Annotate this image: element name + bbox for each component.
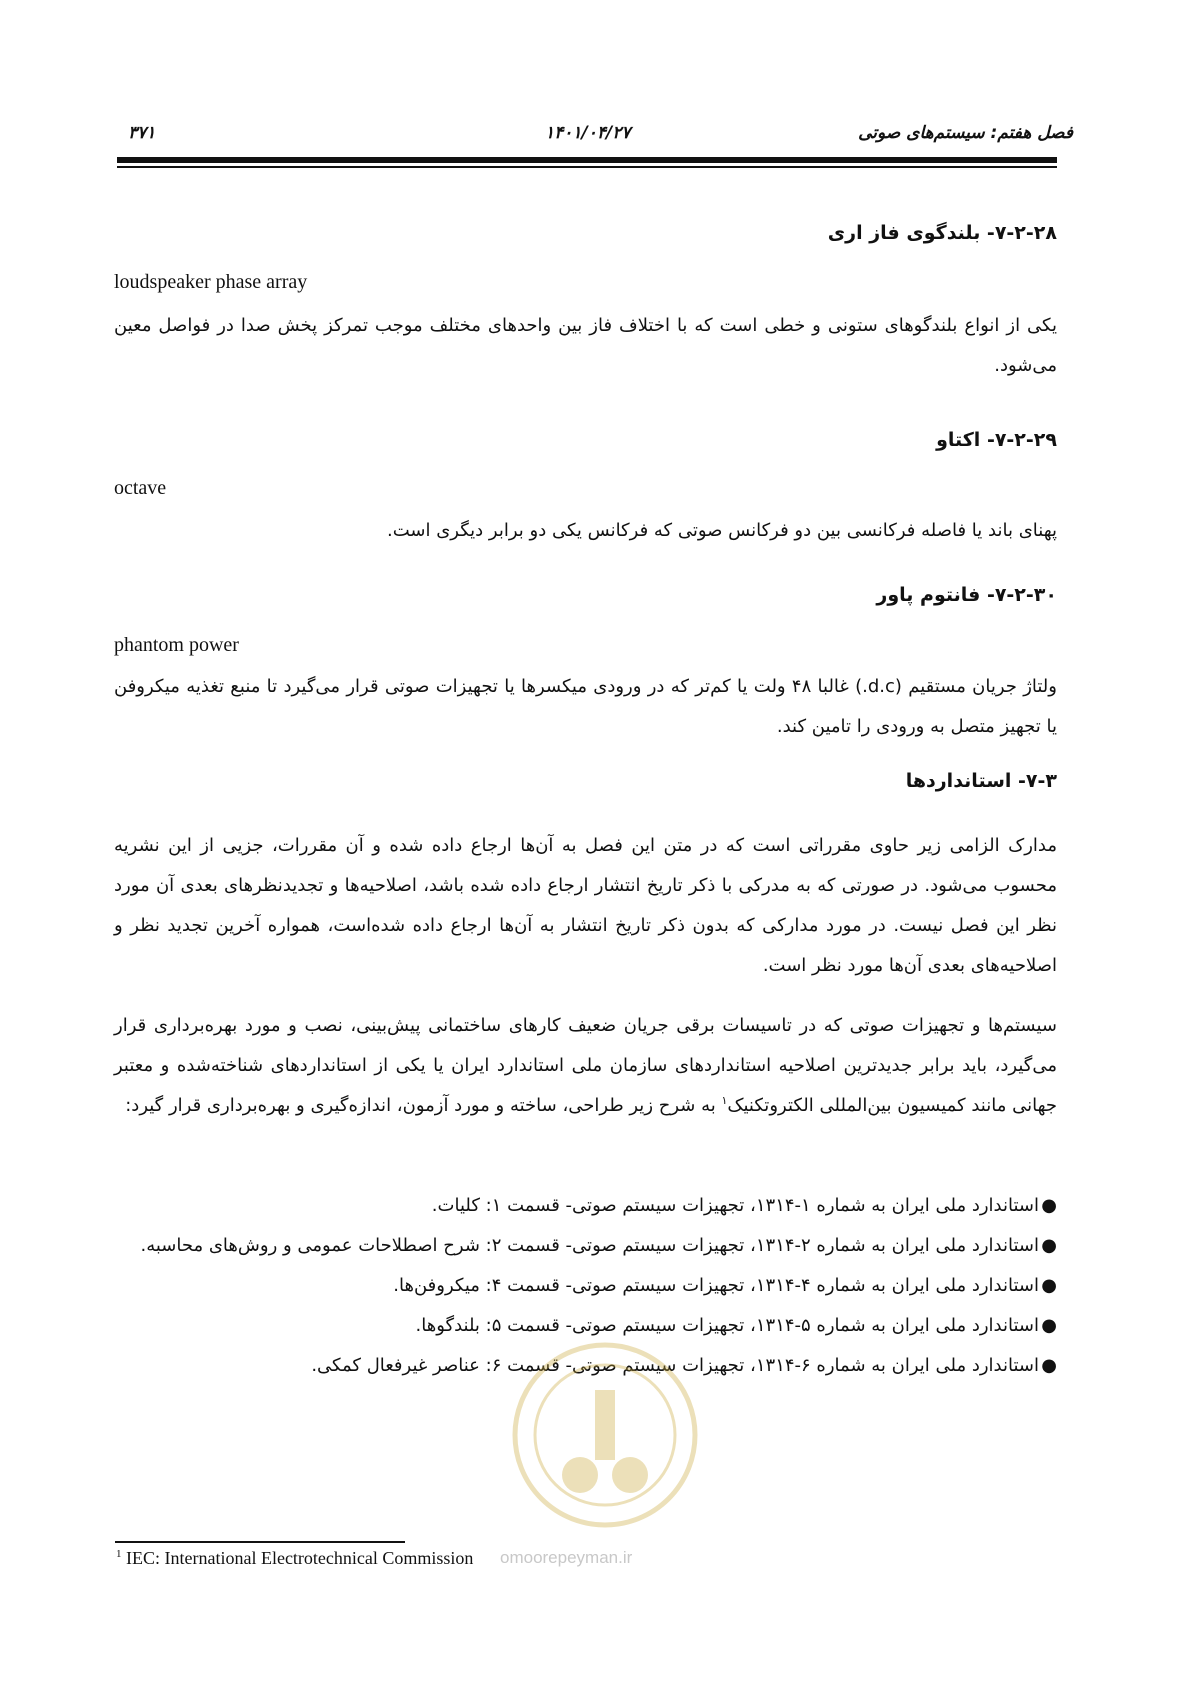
list-item	[114, 1226, 1057, 1266]
definition-paragraph: یکی از انواع بلندگوهای ستونی و خطی است که با اختلاف فاز بین واحدهای مختلف موجب تمرکز پخش صدا در فواصل معین می‌شود.	[114, 315, 1057, 376]
definition-paragraph: پهنای باند یا فاصله فرکانسی بین دو فرکانس صوتی که فرکانس یکی دو برابر دیگری است.	[387, 520, 1057, 541]
header-date: ۱۴۰۱/۰۴/۲۷	[545, 123, 631, 143]
bullet-icon: ●	[1041, 1275, 1057, 1296]
english-term: loudspeaker phase array	[114, 271, 308, 293]
footnote-mark: 1	[116, 1548, 122, 1560]
standards-paragraph-2-end: به شرح زیر طراحی، ساخته و مورد آزمون، اندازه‌گیری و بهره‌برداری قرار گیرد:	[125, 1095, 722, 1116]
list-item-text: استاندارد ملی ایران به شماره ۶-۱۳۱۴، تجهیزات سیستم صوتی- قسمت ۶: عناصر غیرفعال کمکی.	[311, 1355, 1039, 1376]
footnote-reference[interactable]: ۱	[721, 1094, 728, 1107]
list-item-text: استاندارد ملی ایران به شماره ۴-۱۳۱۴، تجهیزات سیستم صوتی- قسمت ۴: میکروفن‌ها.	[393, 1275, 1039, 1296]
footnote	[116, 1548, 473, 1569]
bullet-icon: ●	[1041, 1195, 1057, 1216]
footnote-rule	[115, 1541, 405, 1543]
section-heading: ۷-۲-۲۹- اکتاو	[936, 429, 1057, 451]
header-rule-thin	[117, 166, 1057, 168]
bullet-icon: ●	[1041, 1315, 1057, 1336]
bullet-icon: ●	[1041, 1355, 1057, 1376]
watermark-site: omoorepeyman.ir	[500, 1548, 633, 1567]
header-rule-thick	[117, 157, 1057, 163]
list-item	[114, 1186, 1057, 1226]
english-term: phantom power	[114, 634, 239, 656]
section-heading: ۷-۲-۲۸- بلندگوی فاز اری	[827, 222, 1057, 244]
section-heading: ۷-۲-۳۰- فانتوم پاور	[876, 584, 1057, 606]
watermark-logo-icon	[500, 1330, 710, 1540]
footnote-text: IEC: International Electrotechnical Commission	[126, 1548, 474, 1568]
page-number: ۳۷۱	[128, 123, 156, 143]
list-item-text: استاندارد ملی ایران به شماره ۱-۱۳۱۴، تجهیزات سیستم صوتی- قسمت ۱: کلیات.	[431, 1195, 1039, 1216]
standards-heading: ۷-۳- استانداردها	[905, 770, 1057, 792]
english-term: octave	[114, 477, 167, 499]
standards-paragraph-1: مدارک الزامی زیر حاوی مقرراتی است که در متن این فصل به آن‌ها ارجاع داده شده و آن مقررات، جزیی از این نشریه محسوب می‌شود. در صورتی که به مدرکی با ذکر تاریخ انتشار ارجاع داده شده باشد، اصلاحیه‌ها و تجدیدنظرهای بعدی آن مورد نظر این فصل نیست. در مورد مدارکی که بدون ذکر تاریخ انتشار به آن‌ها ارجاع داده شده‌است، همواره آخرین تجدید نظر و اصلاحیه‌های بعدی آن‌ها مورد نظر است.	[114, 835, 1057, 976]
standards-paragraph-2-start: سیستم‌ها و تجهیزات صوتی که در تاسیسات برقی جریان ضعیف کارهای ساختمانی پیش‌بینی، نصب و مورد بهره‌برداری قرار می‌گیرد، باید برابر جدیدترین اصلاحیه استانداردهای سازمان ملی استاندارد ایران یا یکی از استانداردهای شناخته‌شده و معتبر جهانی مانند کمیسیون بین‌المللی الکتروتکنیک	[114, 1015, 1057, 1116]
bullet-icon: ●	[1041, 1235, 1057, 1256]
definition-paragraph: ولتاژ جریان مستقیم (d.c.) غالبا ۴۸ ولت یا کم‌تر که در ورودی میکسرها یا تجهیزات صوتی قرار می‌گیرد تا منبع تغذیه میکروفن یا تجهیز متصل به ورودی را تامین کند.	[114, 676, 1057, 737]
chapter-title: فصل هفتم: سیستم‌های صوتی	[858, 123, 1073, 143]
standards-paragraph-2	[114, 1006, 1057, 1126]
list-item-text: استاندارد ملی ایران به شماره ۲-۱۳۱۴، تجهیزات سیستم صوتی- قسمت ۲: شرح اصطلاحات عمومی و روش‌های محاسبه.	[140, 1235, 1039, 1256]
list-item-text: استاندارد ملی ایران به شماره ۵-۱۳۱۴، تجهیزات سیستم صوتی- قسمت ۵: بلندگوها.	[415, 1315, 1039, 1336]
list-item	[114, 1266, 1057, 1306]
